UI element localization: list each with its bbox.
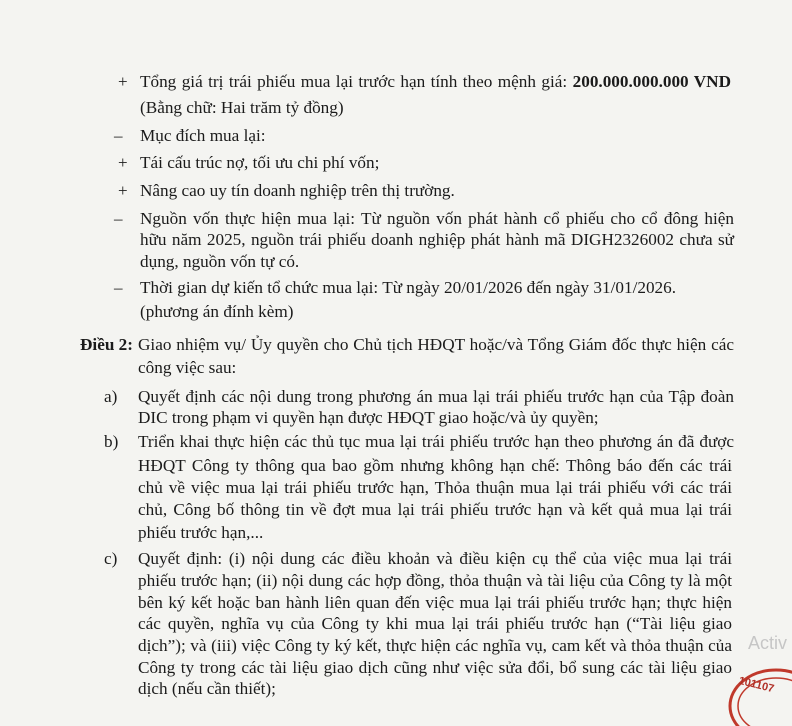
dash-bullet: – [114,126,123,145]
item-c-line-7: dịch (nếu cần thiết); [138,679,276,698]
article-2-line-1: Giao nhiệm vụ/ Ủy quyền cho Chủ tịch HĐQT hoặc/và Tổng Giám đốc thực hiện các [138,335,734,354]
plus-bullet: + [118,72,128,91]
item-b-line-5: phiếu trước hạn,... [138,523,264,542]
funding-source-line-3: dụng, nguồn vốn tự có. [140,252,300,271]
activation-watermark: Activ [748,633,788,653]
item-c-line-4: các quyền, nghĩa vụ của Công ty khi mua lại trái phiếu trước hạn (“Tài liệu giao [138,614,732,633]
purpose-item-2: Nâng cao uy tín doanh nghiệp trên thị trường. [140,181,455,200]
dash-bullet: – [114,209,123,228]
item-b-line-3: chủ về việc mua lại trái phiếu trước hạn, Thỏa thuận mua lại trái phiếu với các trái [138,478,732,497]
item-b-label: b) [104,432,119,451]
total-value-label: Tổng giá trị trái phiếu mua lại trước hạn tính theo mệnh giá: [140,72,573,91]
funding-source-line-2: hữu năm 2025, nguồn trái phiếu doanh nghiệp phát hành mã DIGH2326002 chưa sử [140,230,734,249]
item-c-line-6: Công ty trong các tài liệu giao dịch cũng như việc sửa đổi, bổ sung các tài liệu giao [138,658,732,677]
item-c-line-1: Quyết định: (i) nội dung các điều khoản và điều kiện cụ thể của việc mua lại trái [138,549,732,568]
purpose-heading: Mục đích mua lại: [140,126,266,145]
dash-bullet: – [114,278,123,297]
item-b-line-2: HĐQT Công ty thông qua bao gồm nhưng không hạn chế: Thông báo đến các trái [138,456,732,475]
funding-source-line-1: Nguồn vốn thực hiện mua lại: Từ nguồn vốn phát hành cổ phiếu cho cổ đông hiện [140,209,734,228]
item-c-line-2: phiếu trước hạn; (ii) nội dung các hợp đồng, thỏa thuận và tài liệu của Công ty là một [138,571,732,590]
purpose-item-1: Tái cấu trúc nợ, tối ưu chi phí vốn; [140,153,380,172]
item-c-label: c) [104,549,118,568]
total-value-amount: 200.000.000.000 VND [572,72,731,91]
total-value-line [140,72,731,92]
item-b-line-1: Triển khai thực hiện các thủ tục mua lại trái phiếu trước hạn theo phương án đã được [138,432,734,451]
item-b-line-4: chủ, Công bố thông tin về đợt mua lại trái phiếu trước hạn và kết quả mua lại trái [138,500,732,519]
item-a-line-2: DIC trong phạm vi quyền hạn được HĐQT giao hoặc/và ủy quyền; [138,408,599,427]
amount-in-words: (Bằng chữ: Hai trăm tỷ đồng) [140,98,344,117]
timeline-line: Thời gian dự kiến tổ chức mua lại: Từ ngày 20/01/2026 đến ngày 31/01/2026. [140,278,677,297]
plus-bullet: + [118,153,128,172]
item-c-line-5: dịch”); và (iii) việc Công ty ký kết, thực hiện các nghĩa vụ, cam kết và thỏa thuận của [138,636,732,655]
svg-text:101107: 101107 [737,674,776,696]
article-2-line-2: công việc sau: [138,358,237,377]
item-c-line-3: bên ký kết hoặc ban hành liên quan đến việc mua lại trái phiếu trước hạn; thực hiện [138,593,732,612]
item-a-line-1: Quyết định các nội dung trong phương án mua lại trái phiếu trước hạn của Tập đoàn [138,387,734,406]
item-a-label: a) [104,387,118,406]
red-stamp-icon [726,656,792,726]
article-2-label: Điều 2: [80,335,133,354]
attachment-note: (phương án đính kèm) [140,302,294,321]
plus-bullet: + [118,181,128,200]
